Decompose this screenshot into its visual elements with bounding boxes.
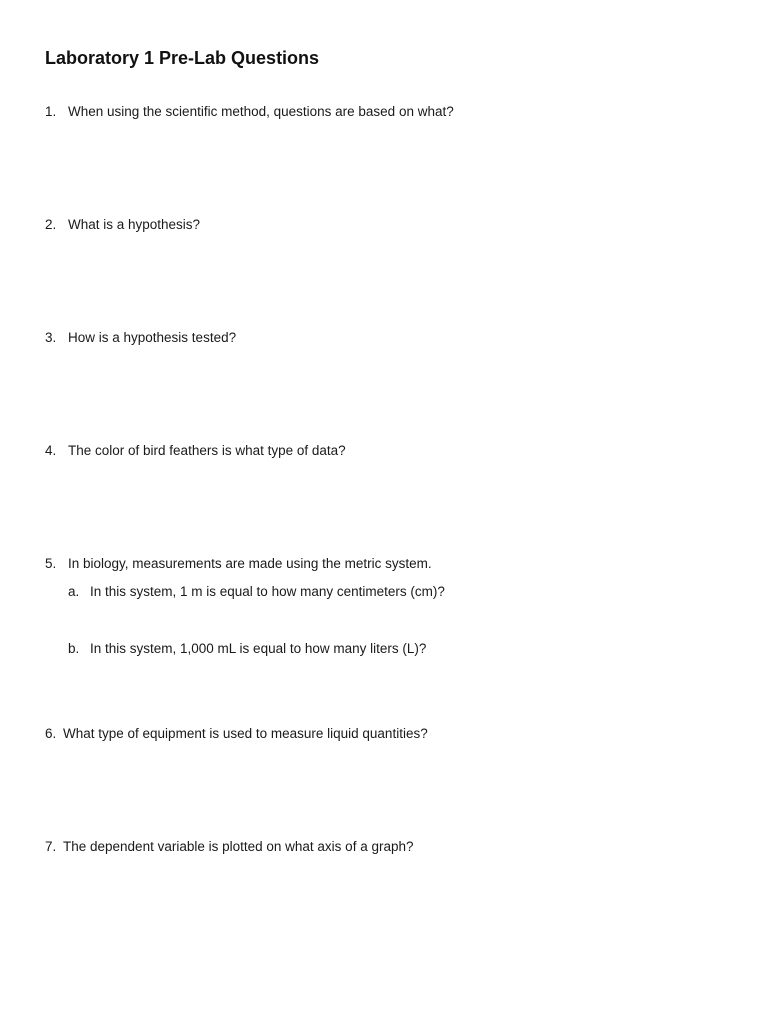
question-text: What type of equipment is used to measure liquid quantities? <box>63 726 428 741</box>
question-2 <box>45 216 200 234</box>
question-number: 4. <box>45 443 57 458</box>
question-text: The dependent variable is plotted on what axis of a graph? <box>63 839 414 854</box>
question-number: 2. <box>45 217 57 232</box>
question-number: 7. <box>45 839 57 854</box>
subquestion-letter: a. <box>68 584 80 599</box>
subquestion-5a <box>68 583 445 601</box>
subquestion-letter: b. <box>68 641 80 656</box>
question-number: 3. <box>45 330 57 345</box>
question-number: 6. <box>45 726 57 741</box>
question-text: The color of bird feathers is what type of data? <box>68 443 346 458</box>
page-title: Laboratory 1 Pre-Lab Questions <box>45 48 320 68</box>
question-text: What is a hypothesis? <box>68 217 201 232</box>
question-text: In biology, measurements are made using the metric system. <box>68 556 432 571</box>
question-text: How is a hypothesis tested? <box>68 330 237 345</box>
question-5 <box>45 555 432 573</box>
subquestion-text: In this system, 1,000 mL is equal to how many liters (L)? <box>90 641 427 656</box>
question-number: 5. <box>45 556 57 571</box>
question-3 <box>45 329 236 347</box>
subquestion-text: In this system, 1 m is equal to how many centimeters (cm)? <box>90 584 445 599</box>
question-7 <box>45 838 414 856</box>
subquestion-5b <box>68 640 426 658</box>
question-number: 1. <box>45 104 57 119</box>
question-4 <box>45 442 346 460</box>
question-1 <box>45 103 454 121</box>
question-text: When using the scientific method, questions are based on what? <box>68 104 454 119</box>
question-6 <box>45 725 428 743</box>
